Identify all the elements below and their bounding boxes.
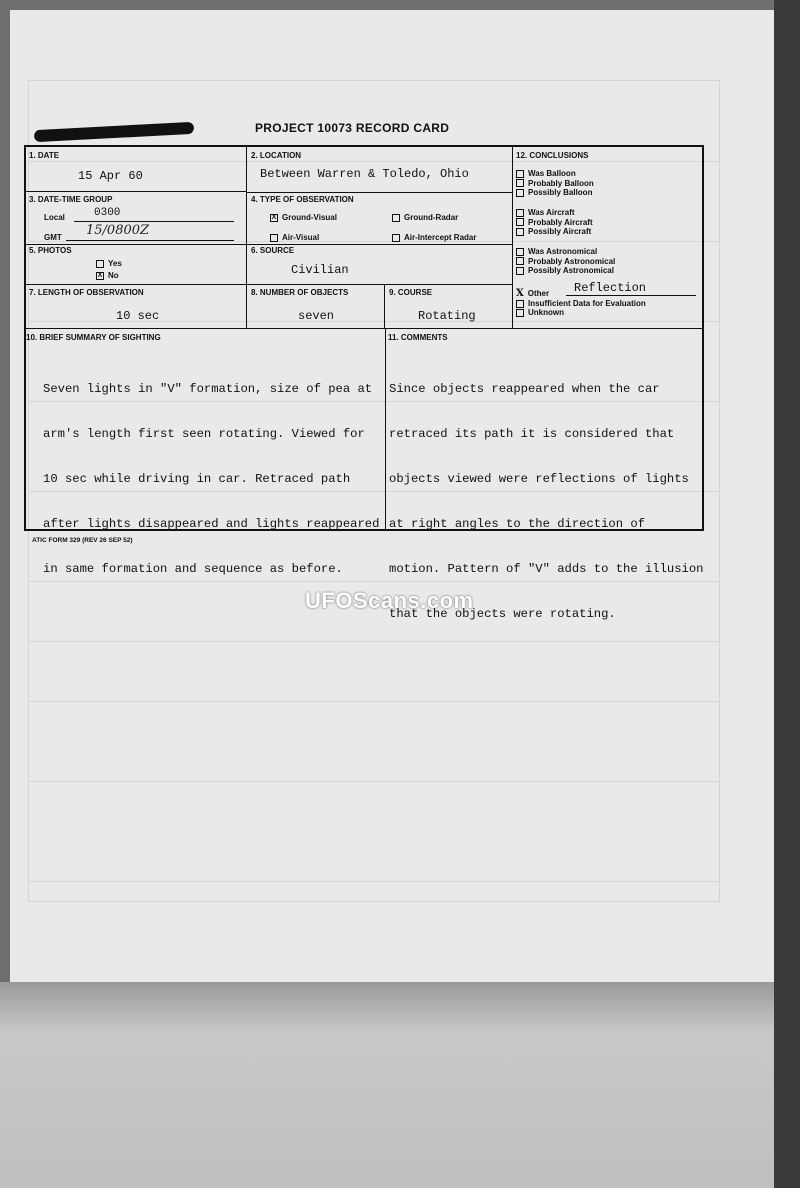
type-option-ground-visual: X Ground-Visual [271, 213, 337, 222]
summary-label: 10. BRIEF SUMMARY OF SIGHTING [26, 333, 161, 342]
location-label: 2. LOCATION [251, 151, 302, 160]
type-option-air-visual: Air-Visual [270, 233, 319, 242]
source-label: 6. SOURCE [251, 246, 295, 255]
type-option-air-intercept-radar: Air-Intercept Radar [392, 233, 476, 242]
date-label: 1. DATE [29, 151, 60, 160]
other-value: Reflection [574, 281, 647, 295]
other-check-mark: X [516, 288, 524, 299]
photos-yes: Yes [96, 259, 122, 268]
comments-label: 11. COMMENTS [388, 333, 448, 342]
conclusions-balloon-group: Was Balloon Probably Balloon Possibly Balloon [516, 169, 594, 198]
course-label: 9. COURSE [389, 288, 433, 297]
summary-text: Seven lights in "V" formation, size of pea at arm's length first seen rotating. Viewed for 10 sec while driving in car. Retraced path after lights disappeared and lights reappeared in same formation and sequence as before. [43, 382, 380, 576]
dtg-label: 3. DATE-TIME GROUP [29, 195, 113, 204]
date-value: 15 Apr 60 [78, 169, 143, 183]
conclusions-astronomical-group: Was Astronomical Probably Astronomical Possibly Astronomical [516, 247, 615, 276]
conclusions-insufficient: Insufficient Data for Evaluation [516, 299, 646, 308]
local-value: 0300 [94, 207, 121, 219]
type-option-ground-radar: Ground-Radar [392, 213, 458, 222]
background-paper-edge [0, 982, 800, 1188]
watermark: UFOScans.com [305, 588, 474, 613]
photos-no: X No [97, 271, 119, 280]
gmt-value: 15/0800Z [86, 223, 150, 238]
conclusions-aircraft-group: Was Aircraft Probably Aircraft Possibly Aircraft [516, 208, 593, 237]
conclusions-unknown: Unknown [516, 308, 564, 317]
conclusions-label: 12. CONCLUSIONS [516, 151, 589, 160]
course-value: Rotating [418, 309, 476, 323]
local-label: Local [44, 213, 65, 222]
comments-text: Since objects reappeared when the car retraced its path it is considered that objects viewed were reflections of lights at right angles to the direction of motion. Pattern of "V" adds to the illusion that the objects were rotating. [389, 382, 704, 621]
form-number: ATIC FORM 329 (REV 26 SEP 52) [32, 537, 133, 544]
conclusions-other: X Other [516, 288, 550, 299]
length-label: 7. LENGTH OF OBSERVATION [29, 288, 144, 297]
gmt-label: GMT [44, 233, 62, 242]
photos-label: 5. PHOTOS [29, 246, 72, 255]
source-value: Civilian [291, 263, 349, 277]
number-value: seven [298, 309, 335, 323]
card-title: PROJECT 10073 RECORD CARD [255, 121, 450, 135]
type-label: 4. TYPE OF OBSERVATION [251, 195, 354, 204]
scan-dark-edge [774, 0, 800, 1188]
length-value: 10 sec [116, 309, 160, 323]
number-label: 8. NUMBER OF OBJECTS [251, 288, 349, 297]
location-value: Between Warren & Toledo, Ohio [260, 167, 469, 181]
